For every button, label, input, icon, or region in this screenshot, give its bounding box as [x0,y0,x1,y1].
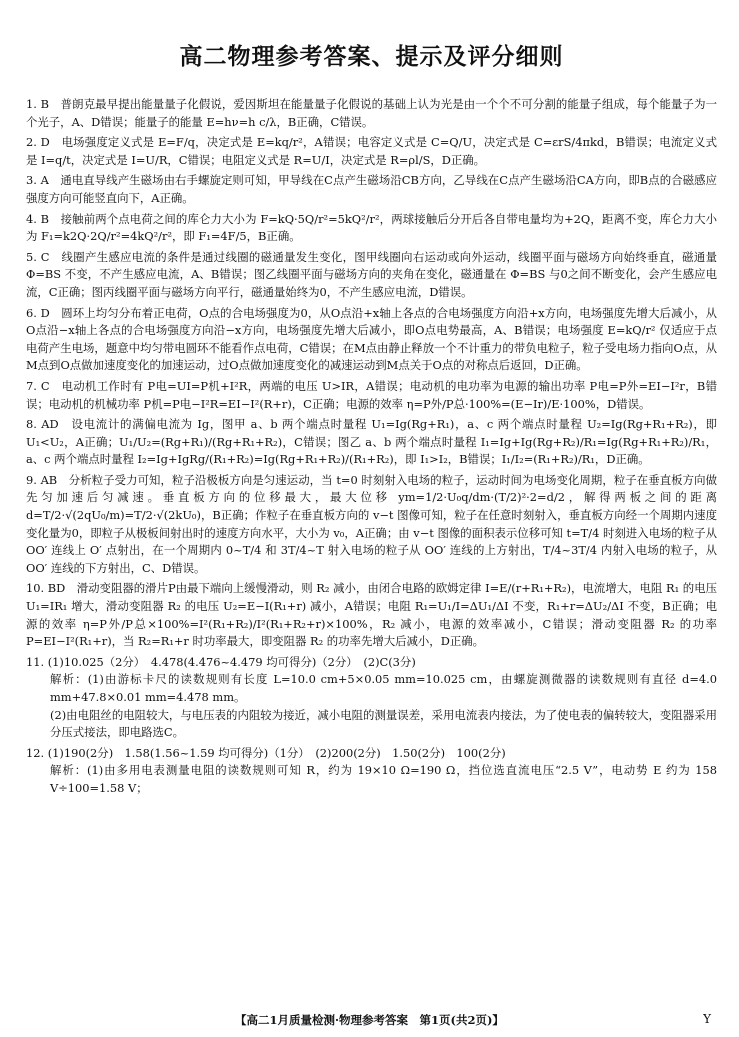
answer-text: 1. B 普朗克最早提出能量量子化假说，爱因斯坦在能量量子化假说的基础上认为光是由一个个不可分割的能量子组成，每个能量子为一个光子，A、D错误；能量子的能量 E=hν=h c/λ，B正确，C错误。 [26,97,717,129]
answer-item [26,249,717,302]
answer-text: 10. BD 滑动变阻器的滑片P由最下端向上缓慢滑动，则 R₂ 减小，由闭合电路的欧姆定律 I=E/(r+R₁+R₂)，电流增大，电阻 R₁ 的电压 U₁=IR₁ 增大，滑动变阻器 R₂ 的电压 U₂=E−I(R₁+r) 减小，A错误；电阻 R₁=U₁/I=ΔU₁/ΔI 不变，R₁+r=ΔU₂/ΔI 不变，B正确；电源的效率 η=P外/P总×100%=I²(R₁+R₂)/I²(R₁+R₂+r)×100%，R₂ 减小，电源的效率减小，C错误；滑动变阻器 R₂ 的功率 P=EI−I²(R₁+r)，当 R₂=R₁+r 时功率最大，即变阻器 R₂ 的功率先增大后减小，D正确。 [26,581,717,649]
answer-text: 3. A 通电直导线产生磁场由右手螺旋定则可知，甲导线在C点产生磁场沿CB方向，乙导线在C点产生磁场沿CA方向，即B点的合磁感应强度方向可能竖直向下，A正确。 [26,173,717,205]
page-footer: 【高二1月质量检测·物理参考答案 第1页(共2页)】 [235,1013,504,1027]
answer-item [26,416,717,469]
answers-list [26,96,717,798]
answer-explanation: 解析：(1)由游标卡尺的读数规则有长度 L=10.0 cm+5×0.05 mm=10.025 cm，由螺旋测微器的读数规则有直径 d=4.0 mm+47.8×0.01 mm=4.478 mm。 [50,672,717,704]
answer-item [26,378,717,413]
footer-mark: Y [703,1012,711,1026]
answer-text: 6. D 圆环上均匀分布着正电荷，O点的合电场强度为0，从O点沿+x轴上各点的合电场强度方向沿+x方向，电场强度先增大后减小，从O点沿−x轴上各点的合电场强度方向沿−x方向，电场强度先增大后减小，即O点电势最高，A、B错误；电场强度 E=kQ/r² 仅适应于点电荷产生电场，题意中均匀带电圆环不能看作点电荷，C错误；在M点由静止释放一个不计重力的带负电粒子，粒子受电场力指向O点，从M点到O点做加速度变化的加速运动，过O点做加速度变化的减速运动到M点关于O点的对称点后返回，D正确。 [26,305,717,373]
answer-text: 2. D 电场强度定义式是 E=F/q，决定式是 E=kq/r²，A错误；电容定义式是 C=Q/U，决定式是 C=εrS/4πkd，B错误；电流定义式是 I=q/t，决定式是 I=U/R，C错误；电阻定义式是 R=U/I，决定式是 R=ρl/S，D正确。 [26,135,717,167]
page-title: 高二物理参考答案、提示及评分细则 [179,43,564,70]
answer-item [26,654,717,742]
answer-text: 9. AB 分析粒子受力可知，粒子沿极板方向是匀速运动，当 t=0 时刻射入电场的粒子，运动时间为电场变化周期，粒子在垂直板方向做先匀加速后匀减速。垂直板方向的位移最大，最大位移 ym=1/2·U₀q/dm·(T/2)²·2=d/2，解得两板之间的距离 d=T/2·√(2qU₀/m)=T/2·√(2kU₀)，B正确；作粒子在垂直板方向的 v−t 图像可知，粒子在任意时刻射入，垂直板方向经一个周期内速度变化量为0，即粒子从极板间射出时的速度方向水平，大小为 v₀，A正确；由 v−t 图像的面积表示位移可知 t=T/4 时刻进入电场的粒子从 OO′ 连线上 O′ 点射出，在一个周期内 0~T/4 和 3T/4~T 射入电场的粒子从 OO′ 连线的上方射出，T/4~3T/4 内射入电场的粒子，从 OO′ 连线的下方射出，C、D错误。 [26,472,717,575]
answer-item [26,305,717,375]
answer-text: 11. (1)10.025（2分） 4.478(4.476~4.479 均可得分)（2分） (2)C(3分) [26,654,416,669]
answer-item [26,96,717,131]
answer-item [26,134,717,169]
answer-text: 4. B 接触前两个点电荷之间的库仑力大小为 F=kQ·5Q/r²=5kQ²/r²，两球接触后分开后各自带电量均为+2Q，距离不变，库仑力大小为 F₁=k2Q·2Q/r²=4kQ²/r²，即 F₁=4F/5，B正确。 [26,211,717,244]
answer-item [26,211,717,246]
answer-explanation: (2)由电阻丝的电阻较大，与电压表的内阻较为接近，减小电阻的测量误差，采用电流表内接法，为了使电表的偏转较大，变阻器采用分压式接法，即电路选C。 [50,707,717,740]
answer-text: 7. C 电动机工作时有 P电=UI=P机+I²R，两端的电压 U>IR，A错误；电动机的电功率为电源的输出功率 P电=P外=EI−I²r，B错误；电动机的机械功率 P机=P电−I²R=EI−I²(R+r)，C正确；电源的效率 η=P外/P总·100%=(E−Ir)/E·100%，D错误。 [26,378,717,411]
answer-item [26,580,717,650]
answer-text: 8. AD 设电流计的满偏电流为 Ig，图甲 a、b 两个端点时量程 U₁=Ig(Rg+R₁)，a、c 两个端点时量程 U₂=Ig(Rg+R₁+R₂)，即 U₁<U₂，A正确；U₁/U₂=(Rg+R₁)/(Rg+R₁+R₂)，C错误；图乙 a、b 两个端点时量程 I₁=Ig+Ig(Rg+R₂)/R₁=Ig(Rg+R₁+R₂)/R₁，a、c 两个端点时量程 I₂=Ig+IgRg/(R₁+R₂)=Ig(Rg+R₁+R₂)/(R₁+R₂)，即 I₁>I₂，B错误；I₁/I₂=(R₁+R₂)/R₁，D正确。 [26,417,717,467]
answer-explanation: 解析：(1)由多用电表测量电阻的读数规则可知 R，约为 19×10 Ω=190 Ω，挡位选直流电压“2.5 V”，电动势 E 约为 158 V÷100=1.58 V； [50,763,717,795]
answer-text: 5. C 线圈产生感应电流的条件是通过线圈的磁通量发生变化，图甲线圈向右运动或向外运动，线圈平面与磁场方向始终垂直，磁通量 Φ=BS 不变，不产生感应电流，A、B错误；图乙线圈平面与磁场方向的夹角在变化，磁通量在 Φ=BS 与0之间不断变化，会产生感应电流，C正确；图丙线圈平面与磁场方向平行，磁通量始终为0，不产生感应电流，D错误。 [26,249,717,299]
answer-item [26,745,717,798]
answer-item [26,472,717,578]
answer-text: 12. (1)190(2分) 1.58(1.56~1.59 均可得分)（1分） (2)200(2分) 1.50(2分) 100(2分) [26,745,506,760]
answer-item [26,172,717,207]
